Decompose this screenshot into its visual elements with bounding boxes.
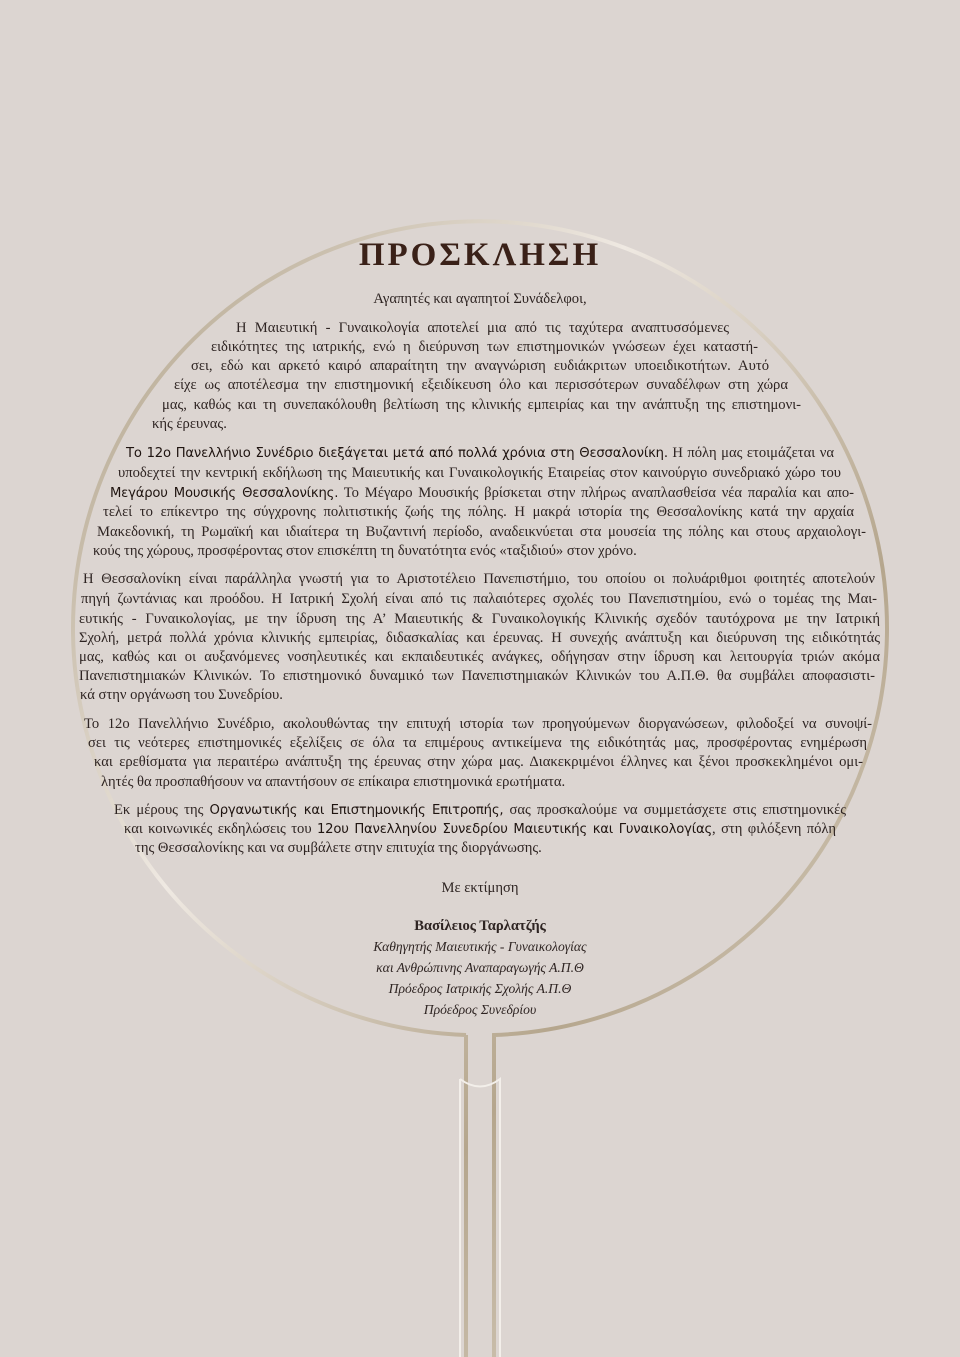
p3-line-1: Η Θεσσαλονίκη είναι παράλληλα γνωστή για το Αριστοτέλειο Πανεπιστήμιο, του οποίου οι πολυάριθμοι φοιτητές αποτελούν: [83, 571, 875, 587]
p5-bold-committee: Οργανωτικής και Επιστημονικής Επιτροπής,: [209, 803, 504, 818]
signatory-title-3: Πρόεδρος Ιατρικής Σχολής Α.Π.Θ: [388, 981, 572, 996]
p3-line-4: Σχολή, μετρά πολλά χρόνια κλινικής εμπειρίας, διδασκαλίας και έρευνας. Η συνεχής ανάπτυξη και διεύρυνση της ειδικότητάς: [79, 630, 880, 646]
p3-line-3: ευτικής - Γυναικολογίας, με την ίδρυση της Α’ Μαιευτικής & Γυναικολογικής Κλινικής σχεδόν ταυτόχρονα με την Ιατρική: [79, 611, 880, 627]
p2-line-1: Το 12ο Πανελλήνιο Συνέδριο διεξάγεται μετά από πολλά χρόνια στη Θεσσαλονίκη. Η πόλη μας ετοιμάζεται να: [126, 445, 834, 461]
signatory-title-1: Καθηγητής Μαιευτικής - Γυναικολογίας: [373, 939, 587, 954]
p1-line-4: είχε ως αποτέλεσμα την επιστημονική εξειδίκευση όλο και περισσότερων συναδέλφων στη χώρα: [174, 377, 788, 393]
p3-line-6: Πανεπιστημιακών Κλινικών. Το επιστημονικό δυναμικό των Πανεπιστημιακών Κλινικών του Α.Π.Θ. θα συμβάλει αποφασιστι-: [79, 668, 875, 684]
p3-line-5: μας, καθώς και οι αυξανόμενες νοσηλευτικές και εκπαιδευτικές ανάγκες, οδήγησαν στην ίδρυση και λειτουργία τριών ακόμα: [79, 649, 880, 665]
p2-bold-2: Μεγάρου Μουσικής Θεσσαλονίκης.: [110, 486, 339, 501]
p1-line-3: σει, εδώ και αρκετό καιρό απαραίτητη την αναγνώριση ευδιάκριτων υποειδικοτήτων. Αυτό: [191, 358, 769, 374]
p4-line-4: λητές θα προσπαθήσουν να απαντήσουν σε επίκαιρα επιστημονικά ερωτήματα.: [101, 774, 566, 790]
p1-line-2: ειδικότητες της ιατρικής, ενώ η διεύρυνση των επιστημονικών γνώσεων έχει καταστή-: [211, 339, 758, 355]
p3-line-7: κά στην οργάνωση του Συνεδρίου.: [80, 687, 283, 703]
closing: Με εκτίμηση: [441, 880, 519, 896]
p2-bold-1: Το 12ο Πανελλήνιο Συνέδριο διεξάγεται μετά από πολλά χρόνια στη Θεσσαλονίκη.: [126, 446, 668, 461]
p2-line-3: Μεγάρου Μουσικής Θεσσαλονίκης. Το Μέγαρο Μουσικής βρίσκεται στην πλήρως αναπλασθείσα νέα παραλία και απο-: [110, 485, 855, 501]
p1-line-1: Η Μαιευτική - Γυναικολογία αποτελεί μια από τις ταχύτερα αναπτυσσόμενες: [236, 320, 729, 336]
p5-line-1: Εκ μέρους της Οργανωτικής και Επιστημονικής Επιτροπής, σας προσκαλούμε να συμμετάσχετε στις επιστημονικές: [114, 802, 846, 818]
p2-line-2: υποδεχτεί την κεντρική εκδήλωση της Μαιευτικής και Γυναικολογικής Εταιρείας στον καινούργιο συνεδριακό χώρο του: [118, 465, 841, 481]
p2-line-5: Μακεδονική, τη Ρωμαϊκή και ιδιαίτερα τη Βυζαντινή περίοδο, αναδεικνύεται στα μουσεία της πόλης και στους αρχαιολογι-: [97, 524, 866, 540]
p5-line-2: και κοινωνικές εκδηλώσεις του 12ου Πανελληνίου Συνεδρίου Μαιευτικής και Γυναικολογίας, στη φιλόξενη πόλη: [124, 821, 836, 837]
p4-line-2: σει τις νεότερες επιστημονικές εξελίξεις σε όλα τα επιμέρους αντικείμενα της ειδικότητάς μας, προσφέροντας ενημέρωση: [88, 735, 867, 751]
p4-line-3: και ερεθίσματα για περαιτέρω ανάπτυξη της έρευνας στην χώρα μας. Διακεκριμένοι έλληνες και ξένοι προσκεκλημένοι ομι-: [94, 754, 863, 770]
page-title: ΠΡΟΣΚΛΗΣΗ: [358, 237, 602, 273]
p5-line-3: της Θεσσαλονίκης και να συμβάλετε στην επιτυχία της διοργάνωσης.: [135, 840, 542, 856]
p2-line-6: κούς της χώρους, προσφέροντας στον επισκέπτη τη δυνατότητα ενός «ταξιδιού» στον χρόνο.: [93, 543, 637, 559]
signatory-title-4: Πρόεδρος Συνεδρίου: [423, 1002, 537, 1017]
p2-line-4: τελεί το επίκεντρο της σύγχρονης πολιτιστικής ζωής της πόλης. Η μακρά ιστορία της Θεσσαλονίκης κατά την αρχαία: [103, 504, 854, 520]
p5-bold-congress: 12ου Πανελληνίου Συνεδρίου Μαιευτικής και Γυναικολογίας: [316, 822, 713, 837]
greeting: Αγαπητές και αγαπητοί Συνάδελφοι,: [373, 291, 587, 307]
p1-line-6: κής έρευνας.: [152, 416, 227, 432]
p1-line-5: μας, καθώς και τη συνεπακόλουθη βελτίωση της κλινικής εμπειρίας και την ανάπτυξη της επιστημονι-: [162, 397, 801, 413]
signatory-name: Βασίλειος Ταρλατζής: [414, 918, 546, 934]
p3-line-2: πηγή ζωντάνιας και προόδου. Η Ιατρική Σχολή είναι από τις παλαιότερες σχολές του Πανεπιστημίου, ενώ ο τομέας της Μαι-: [81, 591, 877, 607]
signatory-title-2: και Ανθρώπινης Αναπαραγωγής Α.Π.Θ: [376, 960, 584, 975]
p4-line-1: Το 12ο Πανελλήνιο Συνέδριο, ακολουθώντας την επιτυχή ιστορία των προηγούμενων διοργανώσεων, φιλοδοξεί να συνοψί-: [84, 716, 872, 732]
